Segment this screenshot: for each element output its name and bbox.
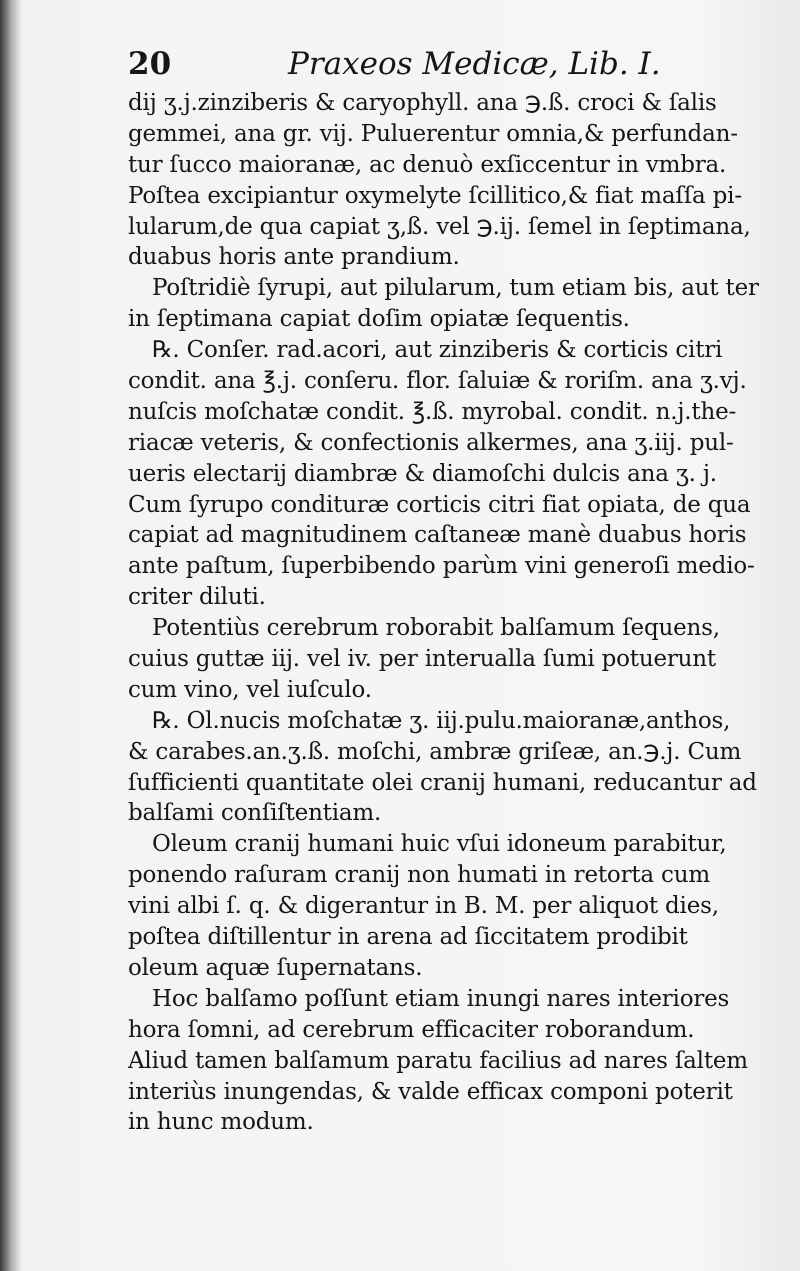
text-line: ponendo raſuram cranij non humati in retorta cum [128,862,710,889]
text-line: ſufficienti quantitate olei cranij humani, reducantur ad [128,769,757,796]
text-line: gemmei, ana gr. vij. Puluerentur omnia,& perfundan- [128,120,738,147]
text-line: Cum ſyrupo condituræ corticis citri fiat opiata, de qua [128,491,751,518]
text-line: cuius guttæ iij. vel iv. per interualla ſumi potuerunt [128,646,716,673]
text-line: ℞. Conſer. rad.acori, aut zinziberis & corticis citri [152,337,723,364]
text-line: ante paſtum, ſuperbibendo parùm vini generoſi medio- [128,553,755,580]
page-number: 20 [128,46,172,82]
text-line: in hunc modum. [128,1109,314,1136]
page-text-column [128,40,778,1138]
running-title: Praxeos Medicæ, Lib. I. [288,46,661,82]
text-line: riacæ veteris, & confectionis alkermes, ana ʒ.iij. pul- [128,429,734,456]
text-line: oleum aquæ ſupernatans. [128,954,423,981]
text-line: interiùs inungendas, & valde efficax componi poterit [128,1078,733,1105]
text-line: tur ſucco maioranæ, ac denuò exſiccentur in vmbra. [128,151,727,178]
body-text [128,88,778,1138]
text-line: dij ʒ.j.zinziberis & caryophyll. ana ℈.ß. croci & ſalis [128,90,717,116]
text-line: Potentiùs cerebrum roborabit balſamum ſequens, [152,615,720,642]
text-line: criter diluti. [128,584,266,611]
text-line: vini albi ſ. q. & digerantur in B. M. per aliquot dies, [128,893,719,920]
text-line: duabus horis ante prandium. [128,244,460,271]
text-line: ℞. Ol.nucis moſchatæ ʒ. iij.pulu.maioranæ,anthos, [152,707,731,734]
text-line: condit. ana ℥.j. conſeru. flor. ſaluiæ & roriſm. ana ʒ.vj. [128,368,747,395]
text-line: nuſcis moſchatæ condit. ℥.ß. myrobal. condit. n.j.the- [128,398,737,425]
text-line: ueris electarij diambræ & diamoſchi dulcis ana ʒ. j. [128,460,717,487]
text-line: Poſtridiè ſyrupi, aut pilularum, tum etiam bis, aut ter [152,275,759,302]
text-line: hora ſomni, ad cerebrum efficaciter roborandum. [128,1016,695,1043]
text-line: Poſtea excipiantur oxymelyte ſcillitico,& fiat maſſa pi- [128,182,742,209]
text-line: poſtea diſtillentur in arena ad ſiccitatem prodibit [128,924,688,951]
text-line: lularum,de qua capiat ʒ,ß. vel ℈.ij. ſemel in ſeptimana, [128,213,751,240]
text-line: Oleum cranij humani huic vſui idoneum parabitur, [152,831,727,858]
running-head [128,40,778,88]
text-line: cum vino, vel iuſculo. [128,676,372,703]
text-line: Aliud tamen balſamum paratu facilius ad nares ſaltem [128,1047,748,1074]
text-line: capiat ad magnitudinem caſtaneæ manè duabus horis [128,522,747,549]
text-line: balſami conſiſtentiam. [128,800,382,827]
text-line: & carabes.an.ʒ.ß. moſchi, ambræ griſeæ, an.℈.j. Cum [128,738,742,765]
book-binding-shadow [0,0,22,1271]
text-line: Hoc balſamo poſſunt etiam inungi nares interiores [152,985,730,1012]
text-line: in ſeptimana capiat doſim opiatæ ſequentis. [128,306,630,333]
